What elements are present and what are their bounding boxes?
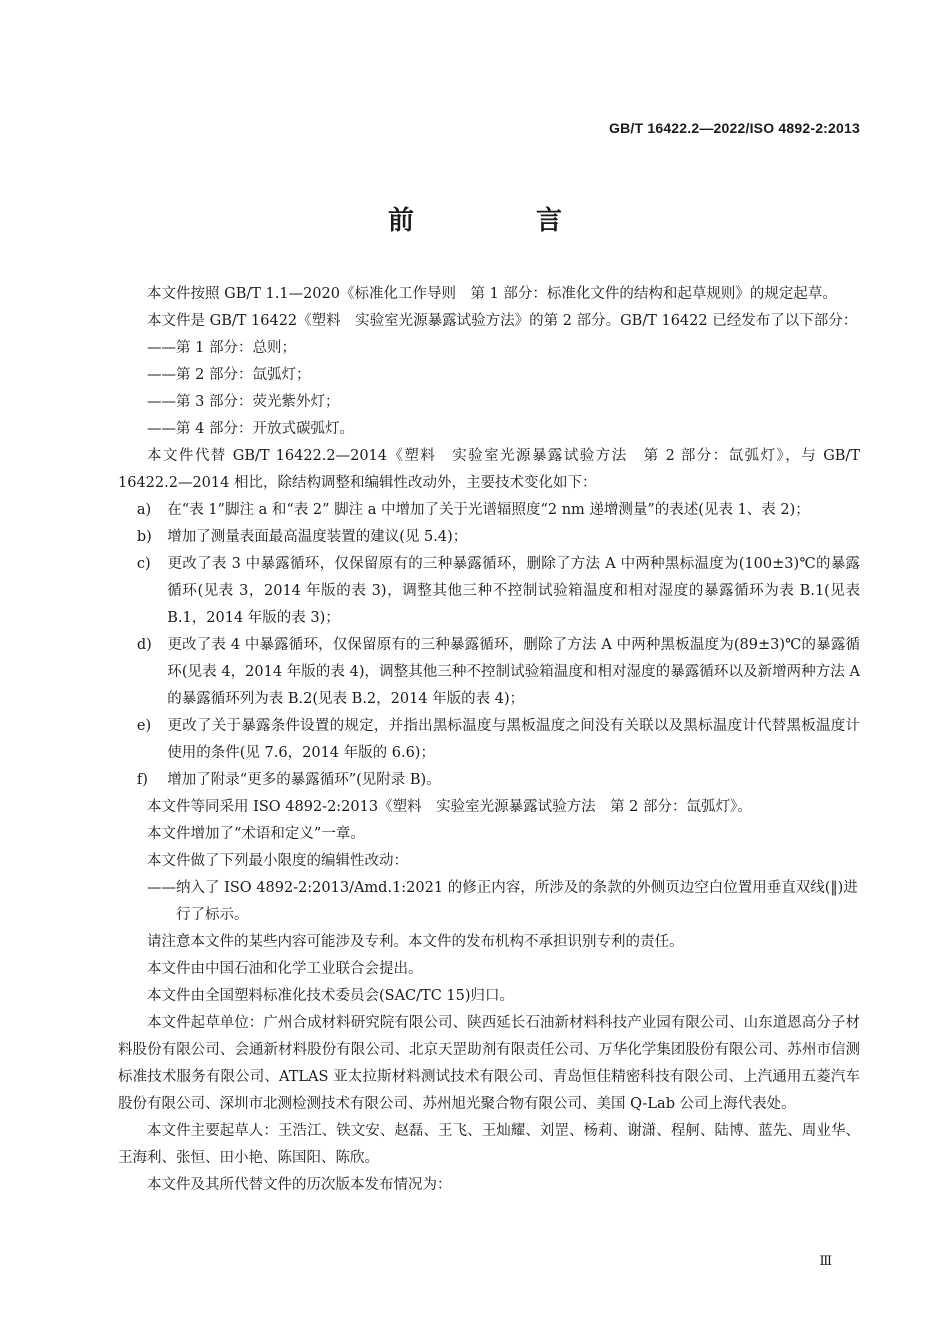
list-item: ——第 2 部分：氙弧灯； [147, 367, 311, 383]
list-item: ——第 1 部分：总则； [147, 340, 296, 356]
change-item-text: 更改了表 4 中暴露循环，仅保留原有的三种暴露循环，删除了方法 A 中两种黑板温度为(89±3)℃的暴露循环(见表 4，2014 年版的表 4)，调整其他三种不控制试验箱温度和相对湿度的暴露循环以及新增两种方法 A 的暴露循环列为表 B.2(见表 B.2，2014 年版的表 4)； [167, 637, 860, 707]
paragraph-version-history: 本文件及其所代替文件的历次版本发布情况为： [147, 1177, 452, 1193]
change-item-text: 更改了表 3 中暴露循环，仅保留原有的三种暴露循环，删除了方法 A 中两种黑标温度为(100±3)℃的暴露循环(见表 3，2014 年版的表 3)，调整其他三种不控制试验箱温度和相对湿度的暴露循环为表 B.1(见表 B.1，2014 年版的表 3)； [167, 556, 860, 626]
change-item [118, 551, 860, 632]
change-item [118, 632, 860, 713]
paragraph-drafting-units: 本文件起草单位：广州合成材料研究院有限公司、陕西延长石油新材料科技产业园有限公司、山东道恩高分子材料股份有限公司、会通新材料股份有限公司、北京天罡助剂有限责任公司、万华化学集团股份有限公司、苏州市信测标准技术服务有限公司、ATLAS 亚太拉斯材料测试技术有限公司、青岛恒佳精密科技有限公司、上汽通用五菱汽车股份有限公司、深圳市北测检测技术有限公司、苏州旭光聚合物有限公司、美国 Q-Lab 公司上海代表处。 [118, 1015, 860, 1112]
change-item-text: 在“表 1”脚注 a 和“表 2” 脚注 a 中增加了关于光谱辐照度“2 nm 递增测量”的表述(见表 1、表 2)； [167, 502, 810, 518]
page-number: Ⅲ [819, 1254, 832, 1269]
change-item-mark: b) [136, 529, 152, 545]
paragraph-drafters: 本文件主要起草人：王浩江、铁文安、赵磊、王飞、王灿耀、刘罡、杨莉、谢潇、程舸、陆博、蓝先、周业华、王海利、张恒、田小艳、陈国阳、陈欣。 [118, 1123, 860, 1166]
change-item-mark: d) [136, 637, 152, 653]
paragraph-drafting-basis: 本文件按照 GB/T 1.1—2020《标准化工作导则 第 1 部分：标准化文件的结构和起草规则》的规定起草。 [147, 286, 837, 302]
page-title: 前 言 [387, 206, 610, 236]
change-item-mark: f) [136, 772, 148, 788]
list-item: ——第 3 部分：荧光紫外灯； [147, 394, 340, 410]
change-item-text: 更改了关于暴露条件设置的规定，并指出黑标温度与黑板温度之间没有关联以及黑标温度计代替黑板温度计使用的条件(见 7.6，2014 年版的 6.6)； [167, 718, 860, 761]
standard-code: GB/T 16422.2—2022/ISO 4892-2:2013 [609, 120, 860, 136]
change-item-mark: a) [136, 502, 152, 518]
paragraph-committee: 本文件由全国塑料标准化技术委员会(SAC/TC 15)归口。 [147, 988, 515, 1004]
change-item [118, 524, 860, 551]
change-item-mark: c) [136, 556, 151, 572]
change-item-text: 增加了附录“更多的暴露循环”(见附录 B)。 [167, 772, 441, 788]
list-item: ——第 4 部分：开放式碳弧灯。 [147, 421, 354, 437]
paragraph-series-intro: 本文件是 GB/T 16422《塑料 实验室光源暴露试验方法》的第 2 部分。GB/T 16422 已经发布了以下部分： [147, 313, 858, 329]
list-item: ——纳入了 ISO 4892-2:2013/Amd.1:2021 的修正内容，所涉及的条款的外侧页边空白位置用垂直双线(‖)进行了标示。 [147, 880, 858, 923]
change-item-text: 增加了测量表面最高温度装置的建议(见 5.4)； [167, 529, 468, 545]
paragraph-added-chapter: 本文件增加了“术语和定义”一章。 [147, 826, 365, 842]
change-item [118, 713, 860, 767]
paragraph-replacement: 本文件代替 GB/T 16422.2—2014《塑料 实验室光源暴露试验方法 第 2 部分：氙弧灯》，与 GB/T 16422.2—2014 相比，除结构调整和编辑性改动外，主要技术变化如下： [118, 448, 860, 491]
paragraph-proposer: 本文件由中国石油和化学工业联合会提出。 [147, 961, 423, 977]
paragraph-editorial-changes: 本文件做了下列最小限度的编辑性改动： [147, 853, 408, 869]
paragraph-equivalence: 本文件等同采用 ISO 4892-2:2013《塑料 实验室光源暴露试验方法 第 2 部分：氙弧灯》。 [147, 799, 752, 815]
change-item-mark: e) [136, 718, 152, 734]
foreword-body [118, 281, 860, 1199]
paragraph-patent-notice: 请注意本文件的某些内容可能涉及专利。本文件的发布机构不承担识别专利的责任。 [147, 934, 684, 950]
change-item [118, 497, 860, 524]
change-item [118, 767, 860, 794]
